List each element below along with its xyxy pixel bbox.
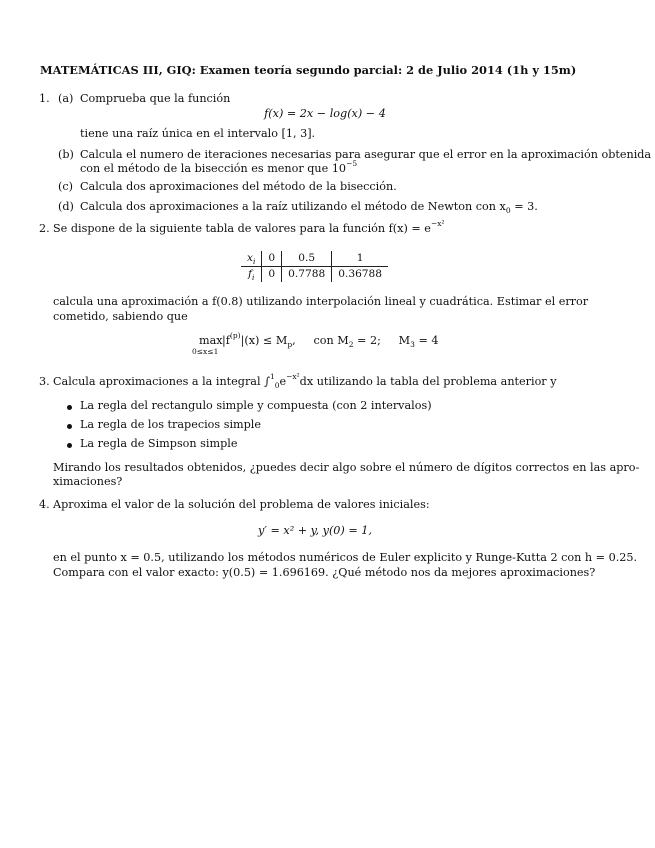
problem-1d-text: Calcula dos aproximaciones a la raíz utilizando el método de Newton con $x_0 = 3$. [80, 200, 538, 216]
problem-1a-text: Comprueba que la función [80, 92, 231, 105]
problem-1c-text: Calcula dos aproximaciones del método de la bisección. [80, 180, 397, 193]
problem-1-number: 1. [39, 92, 50, 105]
formula-bound: $|f^{(p)}|(x) \le M_p$, con $M_2 = 2$; $M_3 = 4$ [222, 331, 439, 350]
list-item: La regla del rectangulo simple y compuesta (con 2 intervalos) [80, 399, 432, 412]
problem-1c-label: (c) [58, 180, 73, 193]
formula-max: max [199, 334, 223, 347]
problem-2-intro: Se dispone de la siguiente tabla de valores para la función $f(x) = e^{-x^2}$ [53, 219, 445, 235]
problem-1d-label: (d) [58, 200, 74, 213]
problem-3-closing-line2: ximaciones? [53, 475, 123, 488]
problem-2-body-line2: cometido, sabiendo que [53, 310, 188, 323]
problem-1a-formula: f(x) = 2x − log(x) − 4 [264, 107, 386, 120]
problem-1a-label: (a) [58, 92, 74, 105]
bullet-icon [67, 405, 72, 410]
table-cell: $x_i$ [241, 251, 262, 267]
exam-title: MATEMÁTICAS III, GIQ: Examen teoría segundo parcial: 2 de Julio 2014 (1h y 15m) [40, 63, 577, 77]
problem-3-intro: Calcula aproximaciones a la integral $\int^1_0e^{-x^2}dx$ utilizando la tabla del problema anterior y [53, 372, 557, 391]
table-cell: 1 [332, 251, 388, 267]
problem-4-formula: y′ = x² + y, y(0) = 1, [258, 524, 372, 537]
table-cell: 0.36788 [338, 267, 383, 280]
problem-1b-line1: Calcula el numero de iteraciones necesarias para asegurar que el error en la aproximación obtenida [80, 148, 652, 161]
problem-4-line1: en el punto x = 0.5, utilizando los métodos numéricos de Euler explicito y Runge-Kutta 2 con h = 0.25. [53, 551, 638, 564]
bullet-icon [67, 443, 72, 448]
problem-1b-line2: con el método de la bisección es menor que $10^{-5}$ [80, 159, 358, 175]
table-row [241, 251, 388, 267]
problem-1a-after: tiene una raíz única en el intervalo [1, 3]. [80, 127, 316, 140]
problem-4-line2: Compara con el valor exacto: y(0.5) = 1.696169. ¿Qué método nos da mejores aproximaciones? [53, 566, 596, 579]
table-cell: $f_i$ [241, 267, 262, 283]
problem-4-number: 4. [39, 498, 50, 511]
problem-3-closing-line1: Mirando los resultados obtenidos, ¿puedes decir algo sobre el número de dígitos correctos en las apro- [53, 461, 640, 474]
problem-1b-label: (b) [58, 148, 74, 161]
formula-range: 0≤x≤1 [192, 347, 219, 356]
table-row [241, 267, 388, 283]
bullet-icon [67, 424, 72, 429]
list-item: La regla de los trapecios simple [80, 418, 261, 431]
problem-2-number: 2. [39, 222, 50, 235]
values-table [241, 251, 388, 282]
list-item: La regla de Simpson simple [80, 437, 238, 450]
problem-3-number: 3. [39, 375, 50, 388]
table-cell: 0.5 [282, 251, 332, 267]
problem-4-intro: Aproxima el valor de la solución del problema de valores iniciales: [53, 498, 430, 511]
table-cell: 0 [262, 251, 282, 267]
table-cell: 0.7788 [282, 267, 332, 283]
table-cell: 0 [262, 267, 282, 283]
problem-2-body-line1: calcula una aproximación a f(0.8) utilizando interpolación lineal y cuadrática. Estimar el error [53, 295, 589, 308]
